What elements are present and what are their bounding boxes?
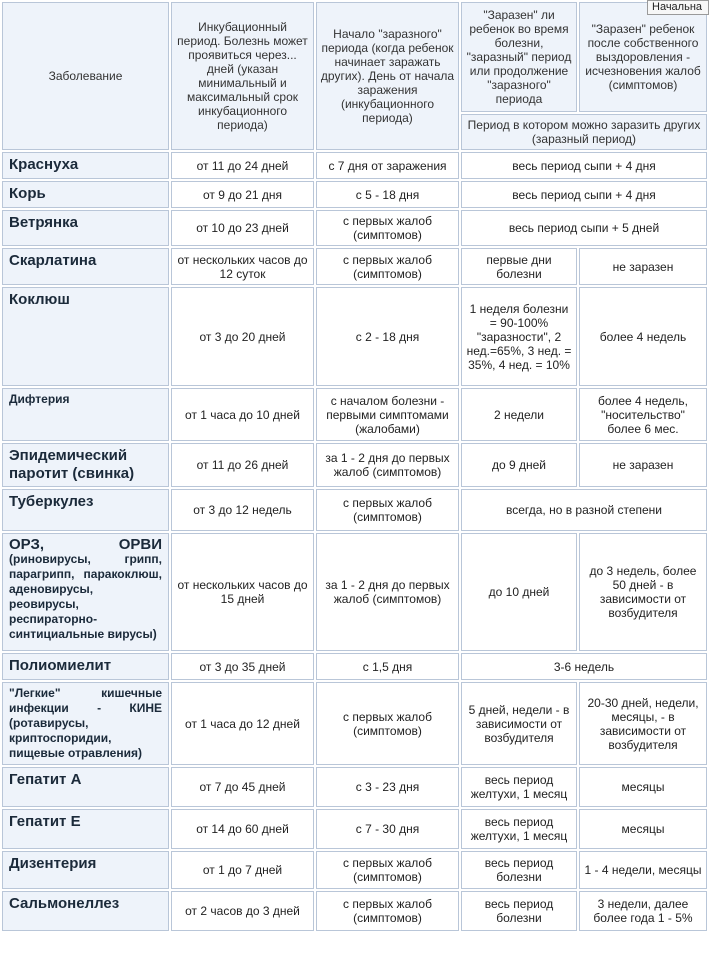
incubation-cell: от 11 до 24 дней [171, 152, 314, 179]
incubation-cell: от нескольких часов до 12 суток [171, 248, 314, 285]
header-contagious-after: "Заразен" ребенок после собственного выздоровления - исчезновения жалоб (симптомов) [579, 2, 707, 112]
contagious-start-cell: с 3 - 23 дня [316, 767, 459, 807]
incubation-cell: от 1 часа до 12 дней [171, 682, 314, 765]
table-row [2, 152, 707, 179]
contagious-start-cell: с 5 - 18 дня [316, 181, 459, 208]
contagious-period-cell: 3-6 недель [461, 653, 707, 680]
table-body [2, 152, 707, 931]
disease-title: Гепатит Е [9, 813, 81, 830]
disease-name [2, 809, 169, 849]
disease-title: Гепатит А [9, 771, 82, 788]
incubation-cell: от 11 до 26 дней [171, 443, 314, 487]
contagious-period-cell: всегда, но в разной степени [461, 489, 707, 531]
disease-subtypes: (ротавирусы, криптоспоридии, пищевые отравления) [9, 716, 142, 760]
disease-title: Корь [9, 185, 46, 202]
disease-title: Дифтерия [9, 392, 70, 406]
header-contagious-during: "Заразен" ли ребенок во время болезни, "заразный" период или продолжение "заразного" периода [461, 2, 577, 112]
contagious-during-cell: 5 дней, недели - в зависимости от возбудителя [461, 682, 577, 765]
disease-name [2, 851, 169, 889]
contagious-start-cell: за 1 - 2 дня до первых жалоб (симптомов) [316, 533, 459, 651]
contagious-after-cell: 1 - 4 недели, месяцы [579, 851, 707, 889]
disease-title: Сальмонеллез [9, 895, 120, 912]
contagious-start-cell: с 2 - 18 дня [316, 287, 459, 386]
table-row [2, 210, 707, 246]
disease-name [2, 181, 169, 208]
incubation-cell: от 7 до 45 дней [171, 767, 314, 807]
disease-name [2, 682, 169, 765]
contagious-start-cell: с 7 дня от заражения [316, 152, 459, 179]
incubation-cell: от 1 до 7 дней [171, 851, 314, 889]
disease-title: Скарлатина [9, 252, 97, 269]
contagious-after-cell: до 3 недель, более 50 дней - в зависимости от возбудителя [579, 533, 707, 651]
disease-name [2, 767, 169, 807]
contagious-after-cell: месяцы [579, 767, 707, 807]
contagious-during-cell: весь период желтухи, 1 месяц [461, 809, 577, 849]
contagious-after-cell: не заразен [579, 248, 707, 285]
disease-name [2, 287, 169, 386]
disease-name [2, 152, 169, 179]
header-contagious-start: Начало "заразного" периода (когда ребенок начинает заражать других). День от начала заражения (инкубационного периода) [316, 2, 459, 150]
table-row [2, 809, 707, 849]
incubation-cell: от 1 часа до 10 дней [171, 388, 314, 441]
contagious-after-cell: месяцы [579, 809, 707, 849]
table-row [2, 891, 707, 931]
contagious-during-cell: весь период болезни [461, 851, 577, 889]
contagious-period-cell: весь период сыпи + 5 дней [461, 210, 707, 246]
contagious-during-cell: 2 недели [461, 388, 577, 441]
disease-name [2, 248, 169, 285]
disease-title: Полиомиелит [9, 657, 112, 674]
disease-name [2, 891, 169, 931]
contagious-after-cell: 3 недели, далее более года 1 - 5% [579, 891, 707, 931]
incubation-cell: от 3 до 35 дней [171, 653, 314, 680]
incubation-cell: от 3 до 12 недель [171, 489, 314, 531]
incubation-cell: от 3 до 20 дней [171, 287, 314, 386]
contagious-start-cell: с началом болезни - первыми симптомами (жалобами) [316, 388, 459, 441]
table-row [2, 287, 707, 386]
disease-name [2, 210, 169, 246]
contagious-period-cell: весь период сыпи + 4 дня [461, 152, 707, 179]
table-row [2, 851, 707, 889]
table-row [2, 388, 707, 441]
disease-title: Ветрянка [9, 214, 78, 231]
header-incubation: Инкубационный период. Болезнь может проявиться через... дней (указан минимальный и максимальный срок инкубационного периода) [171, 2, 314, 150]
contagious-during-cell: весь период болезни [461, 891, 577, 931]
contagious-after-cell: более 4 недель, "носительство" более 6 мес. [579, 388, 707, 441]
table-row [2, 443, 707, 487]
disease-title: Коклюш [9, 291, 70, 308]
header-period-span: Период в котором можно заразить других (заразный период) [461, 114, 707, 150]
disease-subtypes: (риновирусы, грипп, парагрипп, паракоклюш, аденовирусы, реовирусы, респираторно-синтициальные вирусы) [9, 552, 162, 641]
table-row [2, 248, 707, 285]
contagious-period-cell: весь период сыпи + 4 дня [461, 181, 707, 208]
disease-name [2, 533, 169, 651]
disease-title: ОРЗ, ОРВИ [9, 536, 162, 553]
contagious-during-cell: весь период желтухи, 1 месяц [461, 767, 577, 807]
disease-title: Туберкулез [9, 493, 94, 510]
disease-title: Дизентерия [9, 855, 97, 872]
contagious-during-cell: до 9 дней [461, 443, 577, 487]
table-row [2, 181, 707, 208]
contagious-start-cell: с 1,5 дня [316, 653, 459, 680]
contagious-start-cell: с первых жалоб (симптомов) [316, 851, 459, 889]
table-row [2, 682, 707, 765]
table-row [2, 489, 707, 531]
contagious-during-cell: до 10 дней [461, 533, 577, 651]
disease-name [2, 443, 169, 487]
table-row [2, 533, 707, 651]
contagious-start-cell: с первых жалоб (симптомов) [316, 489, 459, 531]
contagious-during-cell: первые дни болезни [461, 248, 577, 285]
disease-name [2, 489, 169, 531]
disease-name [2, 653, 169, 680]
contagious-during-cell: 1 неделя болезни = 90-100% "заразности", 2 нед.=65%, 3 нед. = 35%, 4 нед. = 10% [461, 287, 577, 386]
contagious-start-cell: за 1 - 2 дня до первых жалоб (симптомов) [316, 443, 459, 487]
disease-name [2, 388, 169, 441]
table-row [2, 767, 707, 807]
contagious-after-cell: 20-30 дней, недели, месяцы, - в зависимости от возбудителя [579, 682, 707, 765]
disease-title: "Легкие" кишечные инфекции - КИНЕ [9, 686, 162, 715]
incubation-cell: от 9 до 21 дня [171, 181, 314, 208]
contagious-start-cell: с первых жалоб (симптомов) [316, 891, 459, 931]
contagious-start-cell: с первых жалоб (симптомов) [316, 248, 459, 285]
incubation-cell: от 14 до 60 дней [171, 809, 314, 849]
incubation-cell: от нескольких часов до 15 дней [171, 533, 314, 651]
incubation-cell: от 10 до 23 дней [171, 210, 314, 246]
contagious-after-cell: не заразен [579, 443, 707, 487]
header-disease: Заболевание [2, 2, 169, 150]
contagious-start-cell: с первых жалоб (симптомов) [316, 210, 459, 246]
table-row [2, 653, 707, 680]
contagious-start-cell: с 7 - 30 дня [316, 809, 459, 849]
start-badge[interactable]: Начальна [647, 0, 709, 15]
contagious-after-cell: более 4 недель [579, 287, 707, 386]
contagious-start-cell: с первых жалоб (симптомов) [316, 682, 459, 765]
disease-title: Эпидемический паротит (свинка) [9, 447, 135, 482]
incubation-cell: от 2 часов до 3 дней [171, 891, 314, 931]
disease-title: Краснуха [9, 156, 79, 173]
